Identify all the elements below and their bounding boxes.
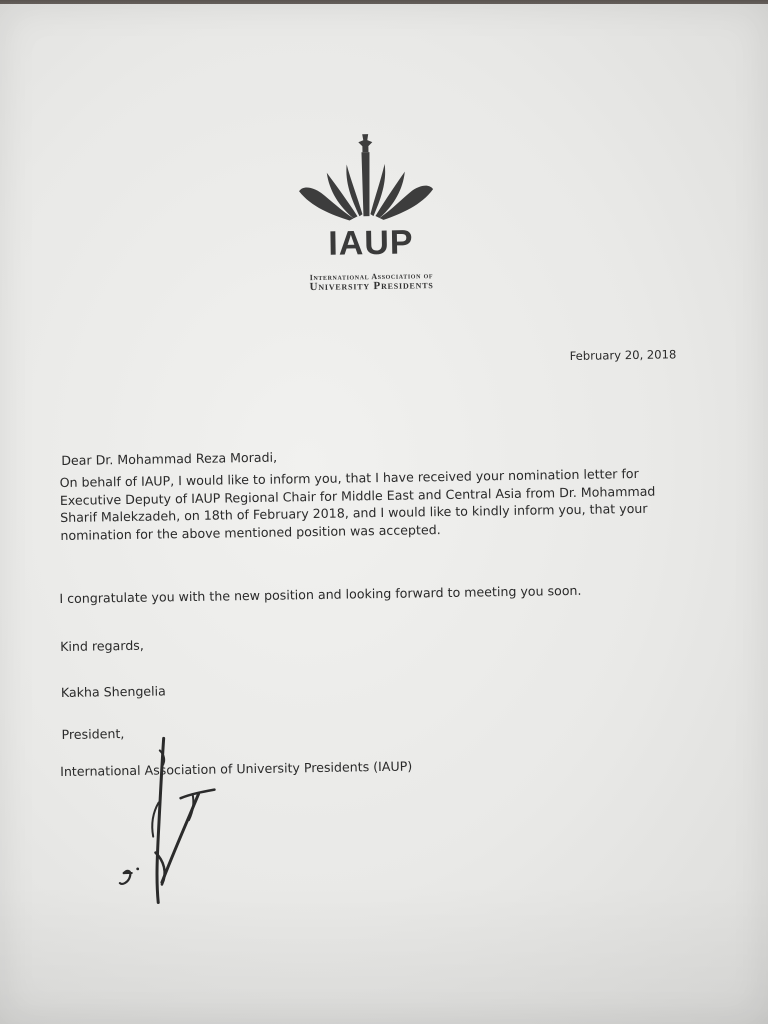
iaup-fan-logo-icon — [294, 129, 437, 223]
logo-org-line2: University Presidents — [309, 279, 434, 294]
body-paragraph-1-line: On behalf of IAUP, I would like to inform you, that I have received your nomination letter for — [59, 465, 639, 491]
signer-organization: International Association of University Presidents (IAUP) — [60, 758, 413, 780]
body-paragraph-1-line: nomination for the above mentioned position was accepted. — [60, 521, 441, 543]
body-paragraph-1-line: Executive Deputy of IAUP Regional Chair for Middle East and Central Asia from Dr. Mohammad — [59, 483, 656, 508]
handwritten-signature-icon — [94, 731, 237, 913]
logo-org-line1: International Association of — [309, 271, 434, 283]
body-paragraph-1 — [59, 464, 720, 544]
body-paragraph-2: I congratulate you with the new position and looking forward to meeting you soon. — [59, 582, 582, 607]
closing: Kind regards, — [60, 637, 144, 655]
signer-name: Kakha Shengelia — [60, 683, 166, 701]
salutation: Dear Dr. Mohammad Reza Moradi, — [61, 449, 278, 468]
letter-page — [0, 4, 768, 1024]
body-paragraph-1-line: Sharif Malekzadeh, on 18th of February 2018, and I would like to kindly inform you, that your — [60, 500, 648, 526]
logo-acronym: IAUP — [327, 223, 414, 263]
letter-date: February 20, 2018 — [569, 347, 677, 364]
signer-title: President, — [61, 726, 125, 743]
